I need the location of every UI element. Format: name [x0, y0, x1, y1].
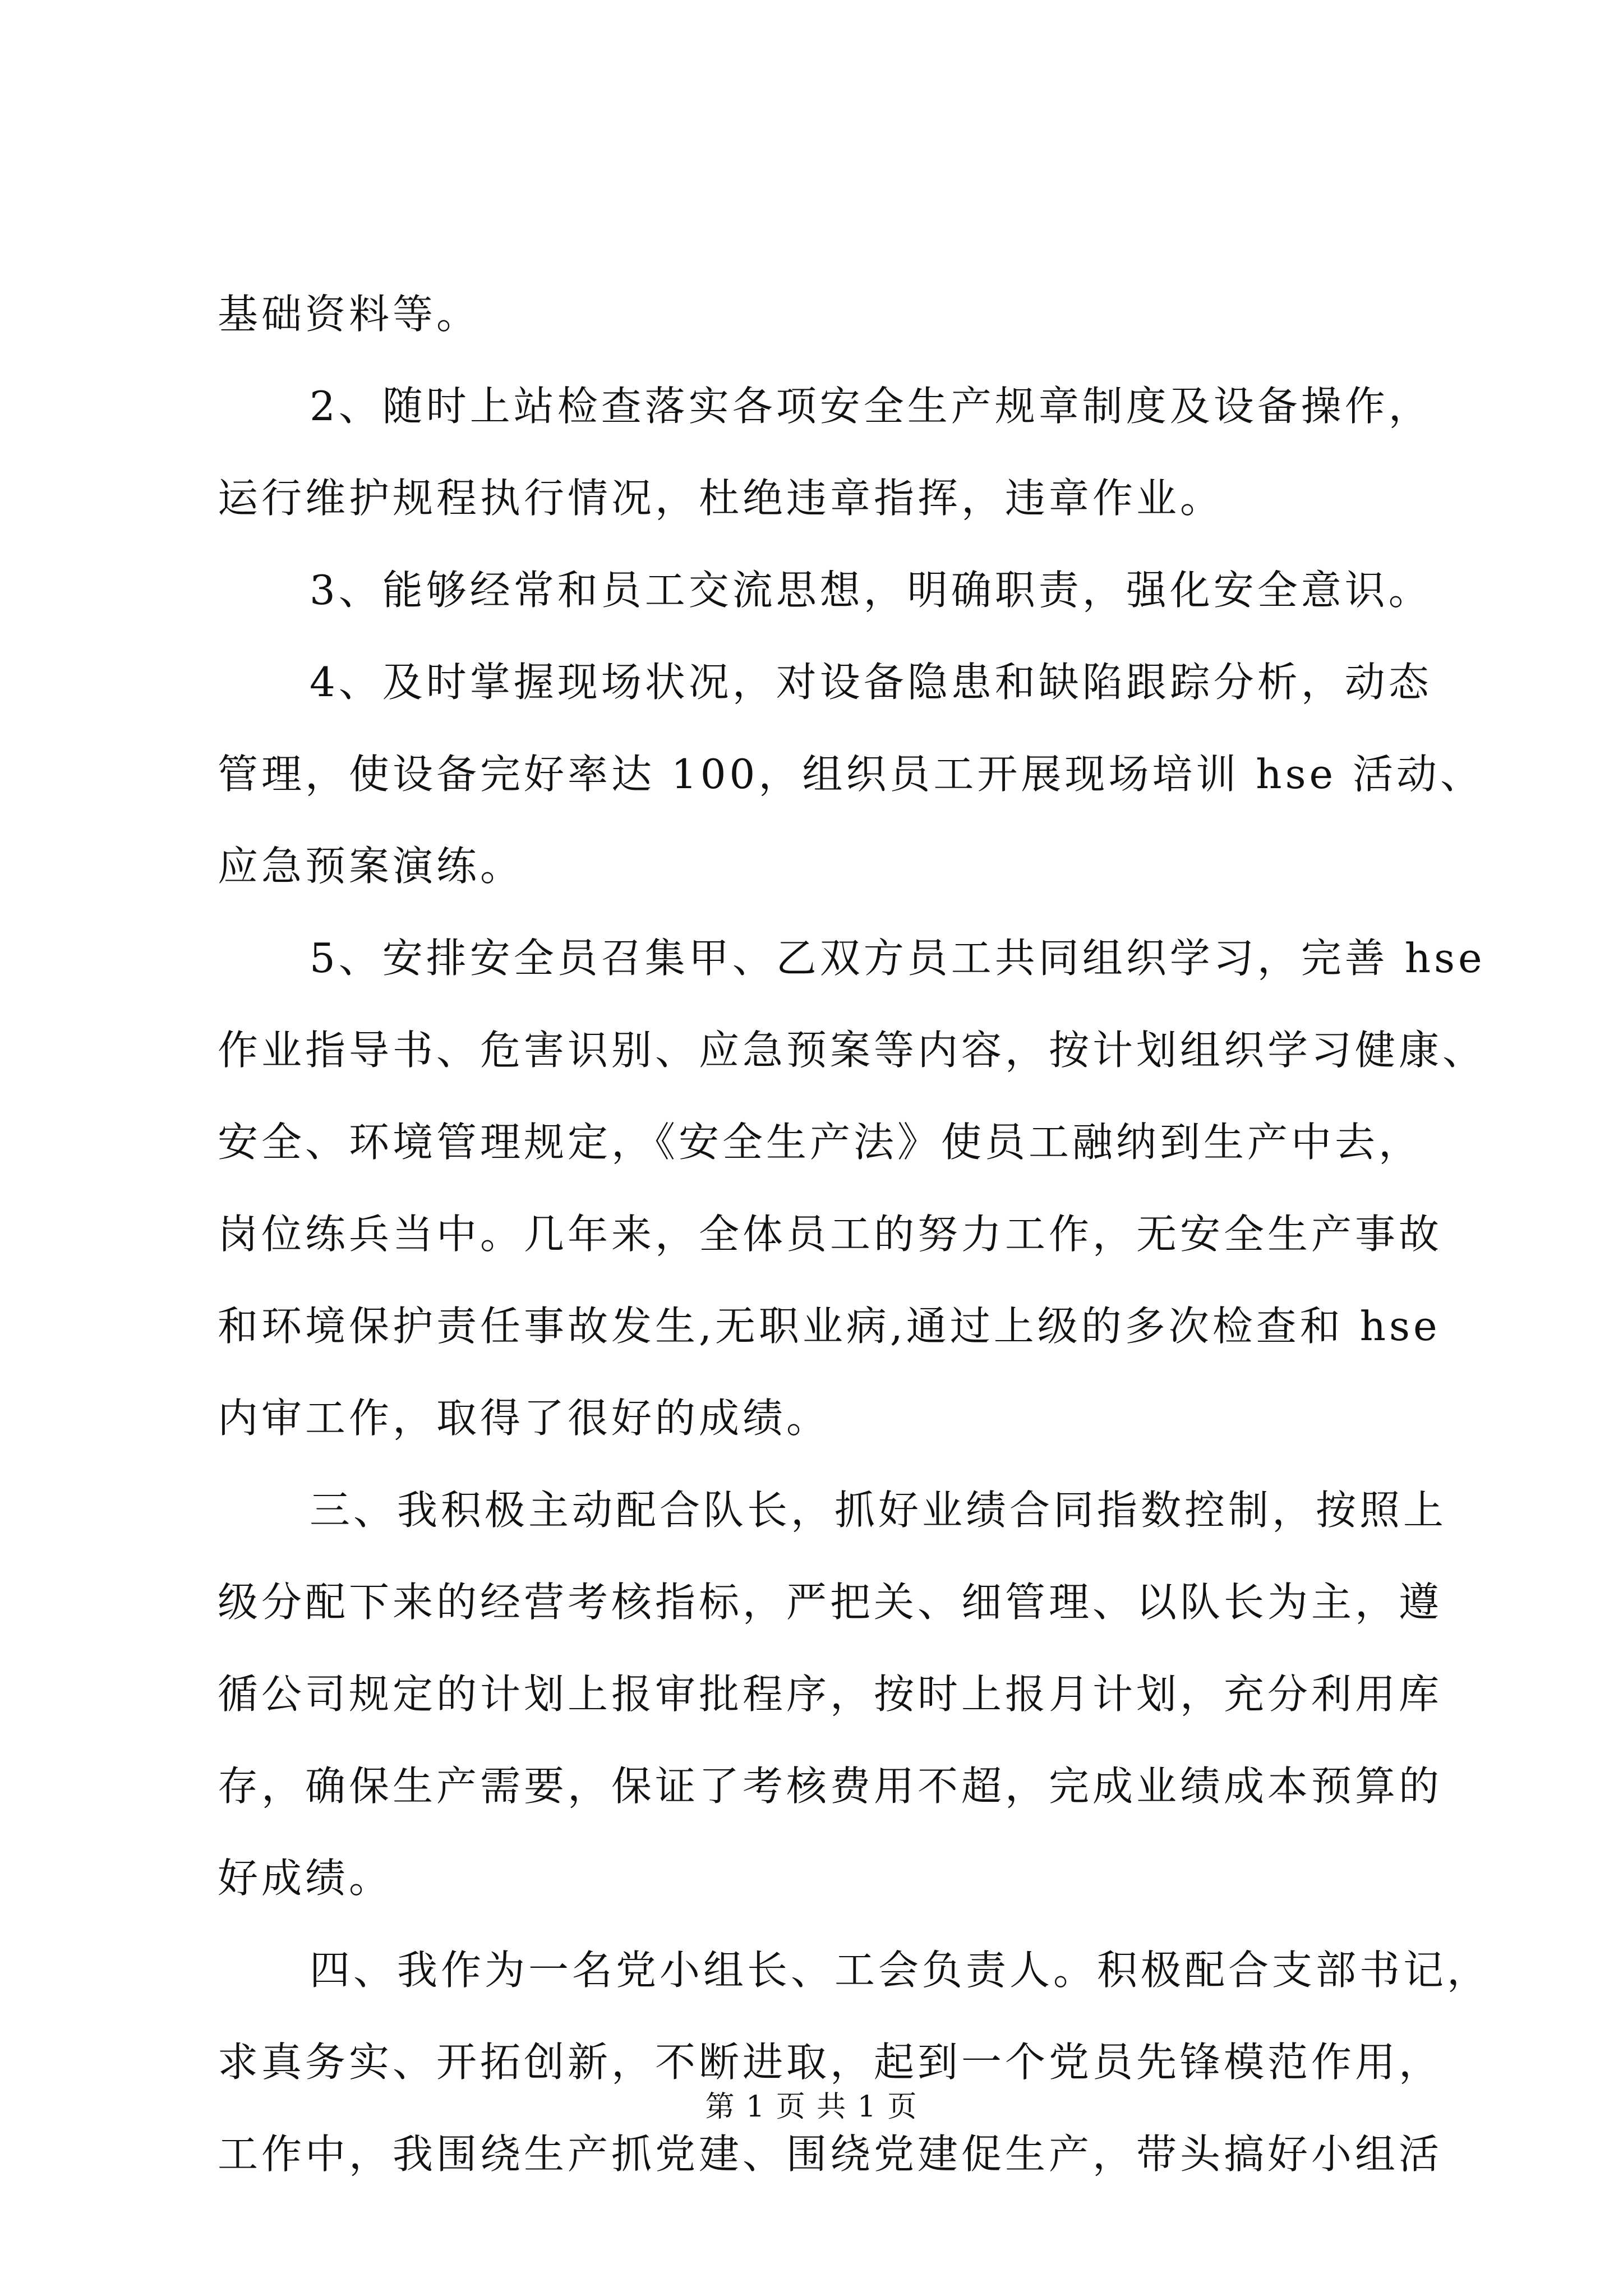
text-line: 好成绩。 [218, 1855, 393, 1902]
text-line: 运行维护规程执行情况，杜绝违章指挥，违章作业。 [218, 475, 1224, 522]
document-body [218, 268, 1491, 2200]
text-line: 求真务实、开拓创新，不断进取，起到一个党员先锋模范作用， [218, 2039, 1443, 2086]
text-line-item-3: 3、能够经常和员工交流思想，明确职责，强化安全意识。 [310, 567, 1432, 614]
page-number-footer: 第 1 页 共 1 页 [705, 2090, 918, 2124]
text-line-item-5: 5、安排安全员召集甲、乙双方员工共同组织学习，完善 hse [310, 935, 1486, 982]
text-line: 存，确保生产需要，保证了考核费用不超，完成业绩成本预算的 [218, 1763, 1443, 1810]
text-line: 内审工作，取得了很好的成绩。 [218, 1395, 831, 1442]
text-line-item-2: 2、随时上站检查落实各项安全生产规章制度及设备操作， [310, 383, 1432, 430]
text-line: 管理，使设备完好率达 100，组织员工开展现场培训 hse 活动、 [218, 751, 1484, 798]
text-line: 循公司规定的计划上报审批程序，按时上报月计划，充分利用库 [218, 1671, 1443, 1718]
text-line-continuation: 基础资料等。 [218, 291, 481, 338]
text-line: 作业指导书、危害识别、应急预案等内容，按计划组织学习健康、 [218, 1027, 1487, 1074]
text-line: 和环境保护责任事故发生,无职业病,通过上级的多次检查和 hse [218, 1303, 1441, 1350]
text-line-item-4: 4、及时掌握现场状况，对设备隐患和缺陷跟踪分析，动态 [310, 659, 1432, 706]
text-line: 安全、环境管理规定，《安全生产法》使员工融纳到生产中去， [218, 1119, 1423, 1166]
text-line: 工作中，我围绕生产抓党建、围绕党建促生产，带头搞好小组活 [218, 2131, 1443, 2178]
text-line: 级分配下来的经营考核指标，严把关、细管理、以队长为主，遵 [218, 1579, 1443, 1626]
text-line: 应急预案演练。 [218, 843, 524, 890]
text-line-section-3: 三、我积极主动配合队长，抓好业绩合同指数控制，按照上 [310, 1487, 1447, 1534]
text-line: 岗位练兵当中。几年来，全体员工的努力工作，无安全生产事故 [218, 1211, 1443, 1258]
text-line-section-4: 四、我作为一名党小组长、工会负责人。积极配合支部书记， [310, 1947, 1491, 1994]
